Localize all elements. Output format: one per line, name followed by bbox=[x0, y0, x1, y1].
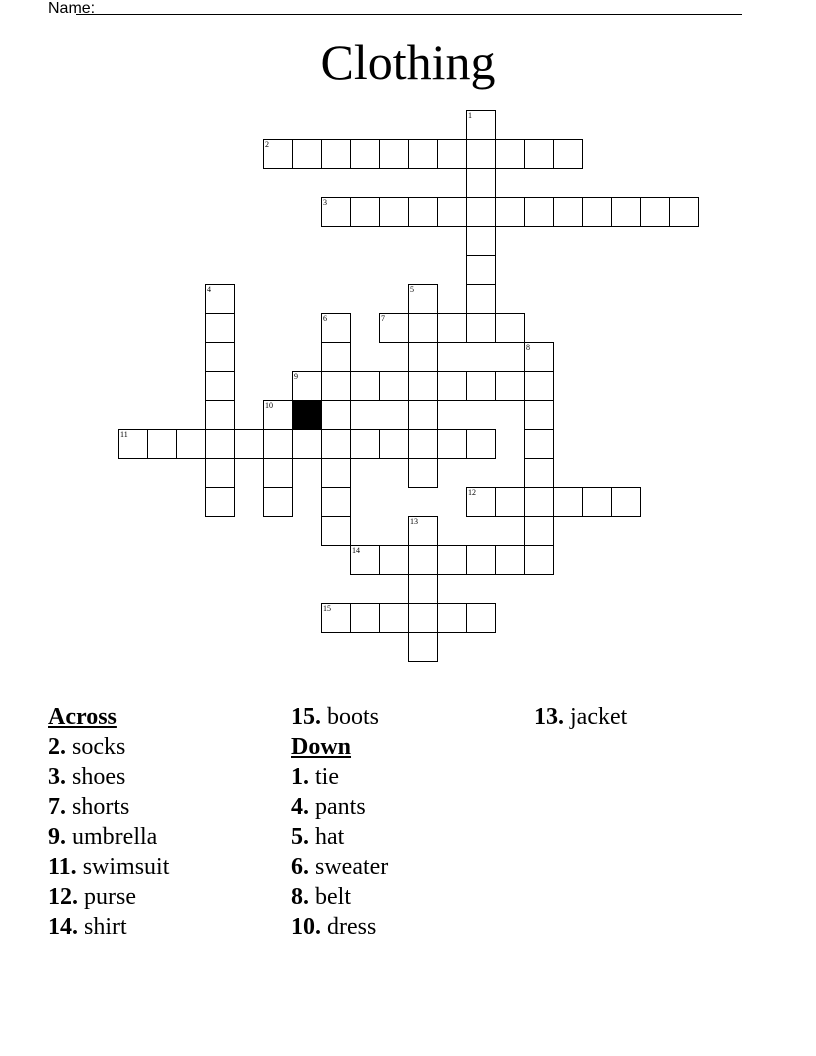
clue-across-12 bbox=[48, 882, 278, 912]
clue-across-11 bbox=[48, 852, 278, 882]
grid-cell[interactable] bbox=[437, 603, 467, 633]
clue-number: 6. bbox=[291, 854, 309, 880]
grid-cell[interactable] bbox=[205, 429, 235, 459]
grid-cell[interactable] bbox=[408, 400, 438, 430]
grid-cell[interactable] bbox=[408, 313, 438, 343]
grid-cell[interactable] bbox=[466, 371, 496, 401]
grid-cell[interactable] bbox=[321, 197, 351, 227]
grid-cell[interactable] bbox=[321, 458, 351, 488]
grid-cell[interactable] bbox=[350, 139, 380, 169]
grid-cell[interactable] bbox=[466, 197, 496, 227]
grid-cell[interactable] bbox=[437, 197, 467, 227]
grid-cell[interactable] bbox=[350, 545, 380, 575]
grid-cell[interactable] bbox=[553, 197, 583, 227]
clue-number-label: 3 bbox=[323, 198, 327, 207]
grid-cell[interactable] bbox=[611, 197, 641, 227]
grid-cell[interactable] bbox=[466, 139, 496, 169]
grid-cell[interactable] bbox=[408, 197, 438, 227]
clue-down-1 bbox=[291, 762, 521, 792]
grid-cell[interactable] bbox=[466, 487, 496, 517]
clue-number: 2. bbox=[48, 734, 66, 760]
grid-cell[interactable] bbox=[553, 139, 583, 169]
grid-cell[interactable] bbox=[350, 603, 380, 633]
grid-cell[interactable] bbox=[524, 516, 554, 546]
clue-number: 3. bbox=[48, 764, 66, 790]
clue-text: shirt bbox=[84, 914, 127, 940]
grid-cell[interactable] bbox=[321, 400, 351, 430]
grid-cell[interactable] bbox=[495, 313, 525, 343]
grid-cell[interactable] bbox=[379, 197, 409, 227]
grid-cell[interactable] bbox=[205, 371, 235, 401]
grid-cell[interactable] bbox=[321, 603, 351, 633]
clue-number: 7. bbox=[48, 794, 66, 820]
grid-cell[interactable] bbox=[321, 371, 351, 401]
grid-cell[interactable] bbox=[350, 371, 380, 401]
grid-cell[interactable] bbox=[408, 574, 438, 604]
page-title: Clothing bbox=[320, 34, 496, 90]
clue-number-label: 8 bbox=[526, 343, 530, 352]
clue-column-1 bbox=[48, 702, 278, 942]
clue-column-2 bbox=[291, 702, 521, 942]
grid-cell[interactable] bbox=[437, 429, 467, 459]
clue-text: boots bbox=[327, 704, 380, 730]
grid-cell[interactable] bbox=[582, 487, 612, 517]
across-heading: Across bbox=[48, 704, 117, 730]
grid-cell[interactable] bbox=[437, 371, 467, 401]
grid-cell[interactable] bbox=[466, 603, 496, 633]
clue-number: 10. bbox=[291, 914, 321, 940]
grid-cell[interactable] bbox=[379, 313, 409, 343]
grid-cell[interactable] bbox=[205, 284, 235, 314]
clue-across-15 bbox=[291, 702, 521, 732]
clue-text: pants bbox=[315, 794, 366, 820]
grid-cell[interactable] bbox=[437, 313, 467, 343]
grid-cell[interactable] bbox=[379, 545, 409, 575]
grid-cell[interactable] bbox=[437, 139, 467, 169]
clue-number: 4. bbox=[291, 794, 309, 820]
grid-cell[interactable] bbox=[408, 603, 438, 633]
grid-cell[interactable] bbox=[524, 342, 554, 372]
clue-number-label: 12 bbox=[468, 488, 476, 497]
clue-number: 5. bbox=[291, 824, 309, 850]
clue-across-7 bbox=[48, 792, 278, 822]
grid-cell[interactable] bbox=[495, 139, 525, 169]
grid-cell[interactable] bbox=[466, 110, 496, 140]
grid-cell[interactable] bbox=[408, 371, 438, 401]
clue-number-label: 15 bbox=[323, 604, 331, 613]
grid-cell[interactable] bbox=[176, 429, 206, 459]
grid-cell[interactable] bbox=[524, 197, 554, 227]
clue-number-label: 4 bbox=[207, 285, 211, 294]
clue-number-label: 13 bbox=[410, 517, 418, 526]
grid-cell[interactable] bbox=[408, 632, 438, 662]
grid-cell[interactable] bbox=[408, 429, 438, 459]
grid-cell[interactable] bbox=[379, 139, 409, 169]
grid-cell[interactable] bbox=[524, 458, 554, 488]
clue-number-label: 9 bbox=[294, 372, 298, 381]
clue-text: purse bbox=[84, 884, 136, 910]
clue-number-label: 10 bbox=[265, 401, 273, 410]
grid-cell[interactable] bbox=[495, 487, 525, 517]
clue-number-label: 2 bbox=[265, 140, 269, 149]
clue-text: dress bbox=[327, 914, 377, 940]
grid-cell[interactable] bbox=[466, 313, 496, 343]
clue-number-label: 5 bbox=[410, 285, 414, 294]
clue-down-5 bbox=[291, 822, 521, 852]
clue-down-10 bbox=[291, 912, 521, 942]
grid-cell[interactable] bbox=[292, 371, 322, 401]
grid-cell[interactable] bbox=[408, 458, 438, 488]
grid-cell[interactable] bbox=[321, 139, 351, 169]
grid-cell[interactable] bbox=[408, 139, 438, 169]
grid-cell[interactable] bbox=[466, 255, 496, 285]
clue-number: 9. bbox=[48, 824, 66, 850]
clue-text: sweater bbox=[315, 854, 389, 880]
grid-cell[interactable] bbox=[466, 545, 496, 575]
clue-text: shorts bbox=[72, 794, 130, 820]
grid-cell[interactable] bbox=[669, 197, 699, 227]
grid-cell[interactable] bbox=[524, 400, 554, 430]
grid-cell[interactable] bbox=[321, 313, 351, 343]
grid-cell[interactable] bbox=[379, 603, 409, 633]
clue-down-6 bbox=[291, 852, 521, 882]
grid-cell[interactable] bbox=[147, 429, 177, 459]
grid-cell[interactable] bbox=[205, 400, 235, 430]
clue-number: 13. bbox=[534, 704, 564, 730]
grid-cell[interactable] bbox=[263, 487, 293, 517]
grid-cell[interactable] bbox=[466, 226, 496, 256]
grid-cell[interactable] bbox=[408, 545, 438, 575]
grid-cell[interactable] bbox=[408, 284, 438, 314]
clue-number: 14. bbox=[48, 914, 78, 940]
grid-cell[interactable] bbox=[234, 429, 264, 459]
grid-cell[interactable] bbox=[553, 487, 583, 517]
clue-down-4 bbox=[291, 792, 521, 822]
grid-cell[interactable] bbox=[263, 139, 293, 169]
grid-cell[interactable] bbox=[263, 400, 293, 430]
grid-cell[interactable] bbox=[495, 197, 525, 227]
clue-text: hat bbox=[315, 824, 345, 850]
clue-down-8 bbox=[291, 882, 521, 912]
clue-number-label: 14 bbox=[352, 546, 360, 555]
clue-text: jacket bbox=[570, 704, 628, 730]
grid-cell[interactable] bbox=[321, 429, 351, 459]
grid-cell[interactable] bbox=[321, 342, 351, 372]
clue-across-2 bbox=[48, 732, 278, 762]
grid-cell[interactable] bbox=[495, 371, 525, 401]
clue-across-9 bbox=[48, 822, 278, 852]
grid-cell[interactable] bbox=[611, 487, 641, 517]
grid-cell[interactable] bbox=[263, 429, 293, 459]
clue-down-13 bbox=[534, 702, 764, 732]
grid-cell[interactable] bbox=[321, 516, 351, 546]
clue-across-14 bbox=[48, 912, 278, 942]
clue-number-label: 7 bbox=[381, 314, 385, 323]
down-heading: Down bbox=[291, 734, 352, 760]
grid-cell[interactable] bbox=[524, 429, 554, 459]
grid-cell[interactable] bbox=[524, 545, 554, 575]
grid-cell[interactable] bbox=[205, 487, 235, 517]
grid-cell[interactable] bbox=[524, 487, 554, 517]
clue-text: socks bbox=[72, 734, 126, 760]
clue-text: tie bbox=[315, 764, 339, 790]
grid-cell[interactable] bbox=[640, 197, 670, 227]
grid-cell[interactable] bbox=[466, 429, 496, 459]
clue-number-label: 6 bbox=[323, 314, 327, 323]
grid-cell[interactable] bbox=[437, 545, 467, 575]
grid-cell[interactable] bbox=[205, 342, 235, 372]
grid-cell[interactable] bbox=[582, 197, 612, 227]
clue-across-3 bbox=[48, 762, 278, 792]
name-label: Name: bbox=[48, 0, 96, 17]
clue-number: 1. bbox=[291, 764, 309, 790]
grid-cell[interactable] bbox=[350, 197, 380, 227]
clue-number-label: 1 bbox=[468, 111, 472, 120]
grid-cell[interactable] bbox=[379, 371, 409, 401]
grid-cell[interactable] bbox=[205, 313, 235, 343]
clue-number: 12. bbox=[48, 884, 78, 910]
grid-cell[interactable] bbox=[524, 139, 554, 169]
grid-cell[interactable] bbox=[524, 371, 554, 401]
clue-text: swimsuit bbox=[82, 854, 170, 880]
grid-cell[interactable] bbox=[466, 284, 496, 314]
grid-cell[interactable] bbox=[408, 516, 438, 546]
clue-text: umbrella bbox=[72, 824, 158, 850]
grid-cell[interactable] bbox=[292, 139, 322, 169]
grid-cell[interactable] bbox=[321, 487, 351, 517]
clue-number: 15. bbox=[291, 704, 321, 730]
clue-number: 8. bbox=[291, 884, 309, 910]
grid-cell[interactable] bbox=[292, 429, 322, 459]
clue-number: 11. bbox=[48, 854, 77, 880]
grid-cell[interactable] bbox=[350, 429, 380, 459]
grid-cell[interactable] bbox=[205, 458, 235, 488]
grid-cell[interactable] bbox=[466, 168, 496, 198]
clue-text: belt bbox=[315, 884, 351, 910]
grid-cell[interactable] bbox=[495, 545, 525, 575]
clue-column-3 bbox=[534, 702, 764, 732]
clue-text: shoes bbox=[72, 764, 126, 790]
clue-list bbox=[48, 702, 788, 962]
grid-cell[interactable] bbox=[379, 429, 409, 459]
grid-cell-blocked bbox=[292, 400, 322, 430]
clue-number-label: 11 bbox=[120, 430, 128, 439]
grid-cell[interactable] bbox=[118, 429, 148, 459]
grid-cell[interactable] bbox=[408, 342, 438, 372]
grid-cell[interactable] bbox=[263, 458, 293, 488]
